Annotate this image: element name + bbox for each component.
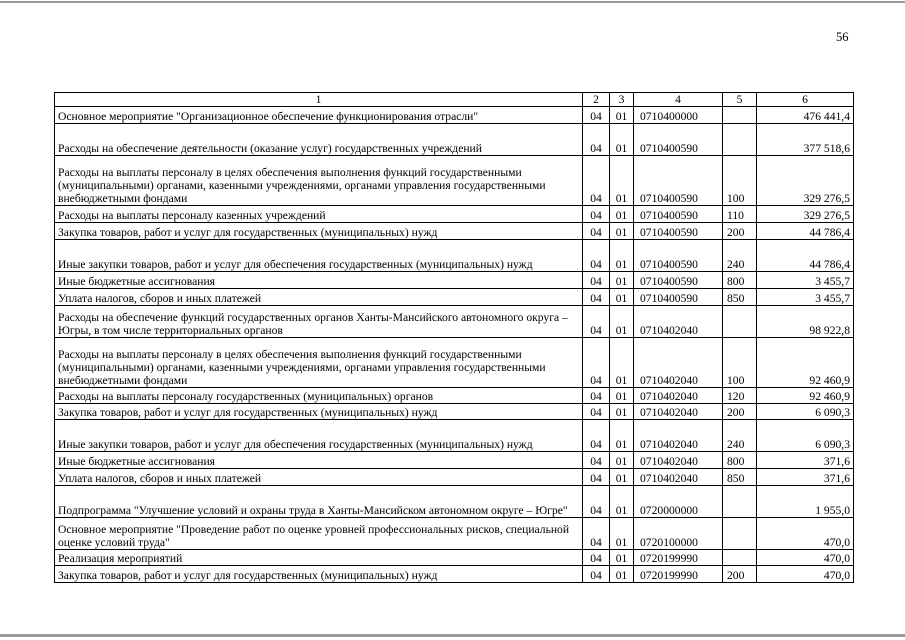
table-row bbox=[55, 469, 854, 486]
row-rz: 04 bbox=[583, 550, 610, 566]
row-amount: 377 518,6 bbox=[757, 124, 854, 156]
row-name: Уплата налогов, сборов и иных платежей bbox=[55, 469, 583, 486]
row-pr: 01 bbox=[610, 107, 634, 124]
row-rz: 04 bbox=[583, 566, 610, 583]
row-rz: 04 bbox=[583, 223, 610, 240]
row-name: Закупка товаров, работ и услуг для государственных (муниципальных) нужд bbox=[55, 404, 583, 420]
row-name: Расходы на обеспечение функций государственных органов Ханты-Мансийского автономного округа – Югры, в том числе территориальных органов bbox=[55, 306, 583, 338]
header-row bbox=[55, 93, 854, 107]
row-vr: 240 bbox=[723, 240, 757, 272]
row-csr: 0720199990 bbox=[634, 550, 723, 566]
row-rz: 04 bbox=[583, 388, 610, 404]
row-csr: 0710402040 bbox=[634, 338, 723, 388]
row-pr: 01 bbox=[610, 388, 634, 404]
column-header: 6 bbox=[757, 93, 854, 107]
row-amount: 44 786,4 bbox=[757, 223, 854, 240]
table-row bbox=[55, 107, 854, 124]
table-row bbox=[55, 272, 854, 289]
row-pr: 01 bbox=[610, 289, 634, 306]
row-vr: 120 bbox=[723, 388, 757, 404]
row-rz: 04 bbox=[583, 107, 610, 124]
row-name: Иные закупки товаров, работ и услуг для обеспечения государственных (муниципальных) нужд bbox=[55, 420, 583, 452]
row-rz: 04 bbox=[583, 452, 610, 469]
row-pr: 01 bbox=[610, 206, 634, 223]
column-header: 1 bbox=[55, 93, 583, 107]
row-vr bbox=[723, 518, 757, 550]
row-csr: 0720000000 bbox=[634, 486, 723, 518]
row-name: Расходы на обеспечение деятельности (оказание услуг) государственных учреждений bbox=[55, 124, 583, 156]
row-name: Уплата налогов, сборов и иных платежей bbox=[55, 289, 583, 306]
row-pr: 01 bbox=[610, 124, 634, 156]
table-row bbox=[55, 404, 854, 420]
row-vr: 200 bbox=[723, 404, 757, 420]
page-number: 56 bbox=[836, 30, 849, 44]
row-amount: 92 460,9 bbox=[757, 388, 854, 404]
row-amount: 470,0 bbox=[757, 518, 854, 550]
row-vr: 240 bbox=[723, 420, 757, 452]
row-amount: 329 276,5 bbox=[757, 156, 854, 206]
row-rz: 04 bbox=[583, 240, 610, 272]
row-name: Закупка товаров, работ и услуг для государственных (муниципальных) нужд bbox=[55, 223, 583, 240]
row-pr: 01 bbox=[610, 272, 634, 289]
budget-table bbox=[54, 92, 854, 583]
row-pr: 01 bbox=[610, 156, 634, 206]
row-pr: 01 bbox=[610, 518, 634, 550]
row-pr: 01 bbox=[610, 550, 634, 566]
row-csr: 0710400590 bbox=[634, 272, 723, 289]
row-amount: 44 786,4 bbox=[757, 240, 854, 272]
row-vr: 850 bbox=[723, 289, 757, 306]
row-name: Расходы на выплаты персоналу в целях обеспечения выполнения функций государственными (муниципальными) органами, казенными учреждениями, органами управления государственными внебюджетными фондами bbox=[55, 156, 583, 206]
row-amount: 6 090,3 bbox=[757, 404, 854, 420]
row-csr: 0710402040 bbox=[634, 388, 723, 404]
row-csr: 0710400590 bbox=[634, 206, 723, 223]
row-amount: 470,0 bbox=[757, 566, 854, 583]
row-pr: 01 bbox=[610, 240, 634, 272]
row-vr: 110 bbox=[723, 206, 757, 223]
row-pr: 01 bbox=[610, 566, 634, 583]
table-row bbox=[55, 156, 854, 206]
row-csr: 0720100000 bbox=[634, 518, 723, 550]
row-csr: 0710402040 bbox=[634, 404, 723, 420]
row-name: Иные бюджетные ассигнования bbox=[55, 452, 583, 469]
row-csr: 0710400590 bbox=[634, 124, 723, 156]
row-amount: 470,0 bbox=[757, 550, 854, 566]
table-row bbox=[55, 124, 854, 156]
row-rz: 04 bbox=[583, 289, 610, 306]
row-rz: 04 bbox=[583, 206, 610, 223]
row-rz: 04 bbox=[583, 306, 610, 338]
row-amount: 371,6 bbox=[757, 469, 854, 486]
row-name: Реализация мероприятий bbox=[55, 550, 583, 566]
row-amount: 1 955,0 bbox=[757, 486, 854, 518]
row-amount: 6 090,3 bbox=[757, 420, 854, 452]
row-rz: 04 bbox=[583, 156, 610, 206]
row-name: Иные закупки товаров, работ и услуг для обеспечения государственных (муниципальных) нужд bbox=[55, 240, 583, 272]
row-vr: 200 bbox=[723, 566, 757, 583]
row-vr bbox=[723, 107, 757, 124]
row-name: Расходы на выплаты персоналу государственных (муниципальных) органов bbox=[55, 388, 583, 404]
row-amount: 98 922,8 bbox=[757, 306, 854, 338]
row-csr: 0710400590 bbox=[634, 289, 723, 306]
table-row bbox=[55, 206, 854, 223]
table-row bbox=[55, 223, 854, 240]
row-name: Основное мероприятие "Организационное обеспечение функционирования отрасли" bbox=[55, 107, 583, 124]
row-name: Закупка товаров, работ и услуг для государственных (муниципальных) нужд bbox=[55, 566, 583, 583]
row-pr: 01 bbox=[610, 452, 634, 469]
column-header: 5 bbox=[723, 93, 757, 107]
row-csr: 0710400590 bbox=[634, 240, 723, 272]
row-rz: 04 bbox=[583, 338, 610, 388]
column-header: 2 bbox=[583, 93, 610, 107]
row-vr bbox=[723, 486, 757, 518]
row-csr: 0710402040 bbox=[634, 469, 723, 486]
column-header: 3 bbox=[610, 93, 634, 107]
row-rz: 04 bbox=[583, 518, 610, 550]
row-rz: 04 bbox=[583, 404, 610, 420]
row-pr: 01 bbox=[610, 338, 634, 388]
row-csr: 0720199990 bbox=[634, 566, 723, 583]
table-row bbox=[55, 306, 854, 338]
row-amount: 329 276,5 bbox=[757, 206, 854, 223]
column-header: 4 bbox=[634, 93, 723, 107]
row-vr: 800 bbox=[723, 272, 757, 289]
row-name: Расходы на выплаты персоналу казенных учреждений bbox=[55, 206, 583, 223]
table-row bbox=[55, 338, 854, 388]
row-pr: 01 bbox=[610, 223, 634, 240]
row-name: Основное мероприятие "Проведение работ по оценке уровней профессиональных рисков, специальной оценке условий труда" bbox=[55, 518, 583, 550]
row-rz: 04 bbox=[583, 486, 610, 518]
row-rz: 04 bbox=[583, 124, 610, 156]
row-vr: 100 bbox=[723, 338, 757, 388]
table-row bbox=[55, 452, 854, 469]
row-pr: 01 bbox=[610, 420, 634, 452]
row-amount: 476 441,4 bbox=[757, 107, 854, 124]
row-csr: 0710402040 bbox=[634, 306, 723, 338]
row-csr: 0710400000 bbox=[634, 107, 723, 124]
table-row bbox=[55, 550, 854, 566]
row-vr: 100 bbox=[723, 156, 757, 206]
row-amount: 371,6 bbox=[757, 452, 854, 469]
row-rz: 04 bbox=[583, 420, 610, 452]
row-vr bbox=[723, 124, 757, 156]
row-amount: 3 455,7 bbox=[757, 289, 854, 306]
table-row bbox=[55, 486, 854, 518]
row-vr: 200 bbox=[723, 223, 757, 240]
table-row bbox=[55, 420, 854, 452]
table-row bbox=[55, 566, 854, 583]
row-pr: 01 bbox=[610, 306, 634, 338]
row-rz: 04 bbox=[583, 272, 610, 289]
table-row bbox=[55, 518, 854, 550]
table-row bbox=[55, 240, 854, 272]
row-pr: 01 bbox=[610, 469, 634, 486]
row-vr bbox=[723, 306, 757, 338]
row-vr bbox=[723, 550, 757, 566]
row-pr: 01 bbox=[610, 404, 634, 420]
table-row bbox=[55, 289, 854, 306]
row-pr: 01 bbox=[610, 486, 634, 518]
row-csr: 0710402040 bbox=[634, 452, 723, 469]
row-amount: 3 455,7 bbox=[757, 272, 854, 289]
row-name: Расходы на выплаты персоналу в целях обеспечения выполнения функций государственными (муниципальными) органами, казенными учреждениями, органами управления государственными внебюджетными фондами bbox=[55, 338, 583, 388]
scan-top-edge bbox=[0, 1, 905, 3]
row-rz: 04 bbox=[583, 469, 610, 486]
row-amount: 92 460,9 bbox=[757, 338, 854, 388]
row-name: Иные бюджетные ассигнования bbox=[55, 272, 583, 289]
row-vr: 800 bbox=[723, 452, 757, 469]
row-csr: 0710400590 bbox=[634, 156, 723, 206]
scan-bottom-edge bbox=[0, 634, 905, 637]
row-csr: 0710402040 bbox=[634, 420, 723, 452]
table-row bbox=[55, 388, 854, 404]
row-name: Подпрограмма "Улучшение условий и охраны труда в Ханты-Мансийском автономном округе – Югре" bbox=[55, 486, 583, 518]
row-csr: 0710400590 bbox=[634, 223, 723, 240]
row-vr: 850 bbox=[723, 469, 757, 486]
